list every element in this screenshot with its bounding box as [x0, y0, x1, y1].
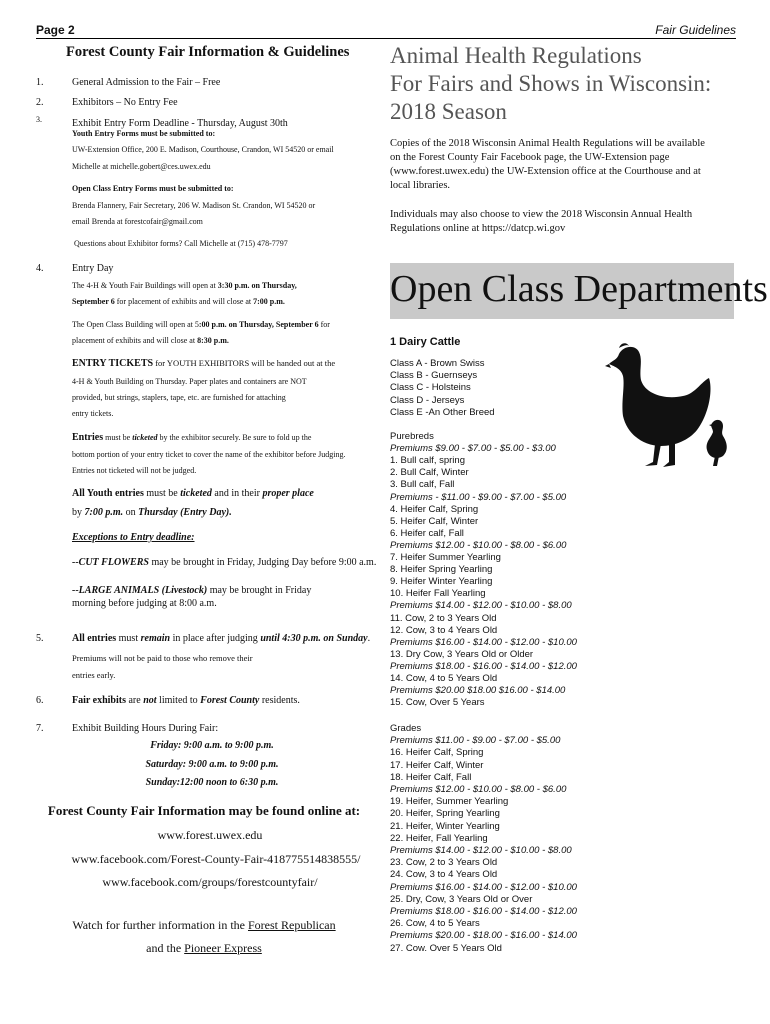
michelle-email: Michelle at michelle.gobert@ces.uwex.edu: [72, 162, 211, 171]
item-remain-line: entries early.: [72, 670, 116, 680]
text-run: are: [125, 695, 144, 706]
link-facebook-group[interactable]: www.facebook.com/groups/forestcountyfair/: [102, 875, 318, 889]
questions-contact: Questions about Exhibitor forms? Call Michelle at (715) 478-7797: [74, 239, 288, 248]
text-run: by the exhibitor securely. Be sure to fold up the: [157, 433, 312, 442]
paragraph-line: Individuals may also choose to view the 2018 Wisconsin Annual Health: [390, 209, 693, 220]
title-line: For Fairs and Shows in Wisconsin:: [390, 71, 712, 96]
text-run: September 6: [72, 297, 115, 306]
text-run: for placement of exhibits and will close at: [114, 297, 254, 306]
header-rule: [36, 38, 736, 39]
entry-tickets-line: entry tickets.: [72, 409, 114, 418]
hours-sunday: Sunday:12:00 noon to 6:30 p.m.: [145, 777, 279, 788]
premium-line: Premiums $18.00 - $16.00 - $14.00 - $12.00: [390, 660, 577, 672]
text-run: in place after judging: [170, 633, 261, 644]
class-line: 17. Heifer Calf, Winter: [390, 759, 484, 771]
item-admission: General Admission to the Fair – Free: [72, 77, 221, 88]
text-run: All Youth entries: [72, 488, 144, 499]
class-line: 7. Heifer Summer Yearling: [390, 552, 501, 563]
premium-line: Premiums $14.00 - $12.00 - $10.00 - $8.00: [390, 600, 572, 612]
class-line: 21. Heifer, Winter Yearling: [390, 820, 500, 832]
paragraph-line: on the Forest County Fair Facebook page, the UW-Extension page: [390, 152, 670, 163]
text-run: Fair exhibits: [72, 695, 126, 706]
watch-info-text: [32, 918, 376, 933]
youth-entries-text: [72, 488, 314, 499]
text-run: ticketed: [180, 488, 212, 499]
item-number: 6.: [36, 695, 44, 706]
class-line: 1. Bull calf, spring: [390, 455, 465, 467]
text-run: 3:30 p.m. on Thursday,: [217, 281, 297, 290]
item-remain-in-place: [72, 633, 370, 644]
item-remain-line: Premiums will not be paid to those who remove their: [72, 653, 253, 663]
class-line: Class A - Brown Swiss: [390, 358, 485, 369]
class-line: 12. Cow, 3 to 4 Years Old: [390, 624, 498, 636]
class-line: 25. Dry, Cow, 3 Years Old or Over: [390, 893, 533, 905]
text-run: must be: [143, 488, 181, 499]
open-class-title: Open Class Departments: [390, 268, 768, 310]
premium-line: Premiums - $11.00 - $9.00 - $7.00 - $5.00: [390, 491, 567, 503]
class-line: Purebreds: [390, 431, 434, 442]
text-run: not: [143, 695, 157, 706]
class-line: 16. Heifer Calf, Spring: [390, 747, 484, 759]
premium-line: Premiums $18.00 - $16.00 - $14.00 - $12.00: [390, 906, 577, 917]
premium-line: Premiums $14.00 - $12.00 - $10.00 - $8.00: [390, 845, 572, 856]
forest-republican-link[interactable]: Forest Republican: [247, 918, 336, 932]
youth-forms-heading: Youth Entry Forms must be submitted to:: [72, 129, 216, 138]
text-run: must: [116, 633, 141, 644]
hours-friday: Friday: 9:00 a.m. to 9:00 p.m.: [150, 740, 274, 751]
class-line: 5. Heifer Calf, Winter: [390, 515, 479, 527]
entries-ticketed-line: Entries not ticketed will not be judged.: [72, 466, 197, 475]
class-line: 11. Cow, 2 to 3 Years Old: [390, 612, 497, 624]
extension-address: UW-Extension Office, 200 E. Madison, Courthouse, Crandon, WI 54520 or email: [72, 145, 334, 154]
premium-line: Premiums $16.00 - $14.00 - $12.00 - $10.00: [390, 636, 577, 648]
class-line: Class C - Holsteins: [390, 382, 471, 394]
open-class-banner: [390, 263, 768, 319]
class-line: 3. Bull calf, Fall: [390, 479, 455, 491]
paragraph-line: (www.forest.uwex.edu) the UW-Extension office at the Courthouse and at: [390, 166, 701, 177]
text-run: ENTRY TICKETS: [72, 358, 154, 369]
premium-line: Premiums $12.00 - $10.00 - $8.00 - $6.00: [390, 539, 567, 551]
class-line: 15. Cow, Over 5 Years: [390, 697, 485, 709]
text-run: may be brought in Friday: [207, 585, 312, 596]
watch-info-text-cont: [32, 941, 376, 956]
class-line: Class E -An Other Breed: [390, 406, 495, 418]
fair-info-column: [36, 40, 380, 1020]
text-run: All entries: [72, 633, 117, 644]
text-run: 7:00 p.m.: [253, 297, 285, 306]
text-run: until 4:30 p.m. on Sunday: [260, 633, 368, 644]
class-line: 18. Heifer Calf, Fall: [390, 771, 472, 783]
class-line: 26. Cow, 4 to 5 Years: [390, 918, 480, 930]
text-run: --LARGE ANIMALS (Livestock): [72, 585, 208, 596]
text-run: must be: [103, 433, 133, 442]
class-line: 22. Heifer, Fall Yearling: [390, 832, 488, 844]
item-number: 1.: [36, 77, 44, 88]
regulations-copies-paragraph: [390, 137, 735, 193]
pioneer-express-link[interactable]: Pioneer Express: [184, 941, 262, 955]
text-run: 7:00 p.m.: [84, 507, 124, 518]
premium-line: Premiums $11.00 - $9.00 - $7.00 - $5.00: [390, 735, 561, 747]
text-run: proper place: [262, 488, 314, 499]
text-run: :00 p.m. on Thursday, September 6: [198, 320, 319, 329]
entry-tickets-line: 4-H & Youth Building on Thursday. Paper plates and containers are NOT: [72, 377, 307, 386]
text-run: for YOUTH EXHIBITORS will be handed out at the: [153, 358, 336, 368]
text-run: for: [318, 320, 330, 329]
class-line: 14. Cow, 4 to 5 Years Old: [390, 673, 498, 684]
premium-line: Premiums $20.00 $18.00 $16.00 - $14.00: [390, 685, 566, 697]
class-line: Class D - Jerseys: [390, 394, 465, 406]
entries-ticketed-text: [72, 432, 311, 443]
text-run: 8:30 p.m.: [197, 336, 229, 345]
entry-tickets-line: provided, but strings, staplers, tape, etc. are furnished for attaching: [72, 393, 286, 402]
exceptions-heading: Exceptions to Entry deadline:: [72, 532, 195, 543]
entry-tickets-text: [72, 358, 335, 369]
class-line: 27. Cow. Over 5 Years Old: [390, 942, 502, 954]
right-column: [390, 40, 768, 1020]
text-run: Thursday (Entry Day).: [138, 507, 232, 518]
youth-building-hours-cont: [72, 297, 285, 306]
cut-flowers-text: [72, 557, 376, 568]
class-line: 4. Heifer Calf, Spring: [390, 503, 479, 515]
link-facebook-page[interactable]: www.facebook.com/Forest-County-Fair-418775514838555/: [71, 852, 361, 866]
item-number: 4.: [36, 263, 44, 274]
item-entry-deadline: Exhibit Entry Form Deadline - Thursday, August 30th: [72, 118, 288, 129]
text-run: Watch for further information in the: [72, 918, 248, 932]
class-line: 13. Dry Cow, 3 Years Old or Older: [390, 648, 534, 660]
large-animals-text: [72, 585, 311, 596]
brenda-email: email Brenda at forestcofair@gmail.com: [72, 217, 203, 226]
item-exhibits-not-limited: [72, 695, 300, 706]
open-class-building-hours-cont: [72, 336, 229, 345]
open-class-forms-heading: Open Class Entry Forms must be submitted to:: [72, 184, 234, 193]
hours-saturday: Saturday: 9:00 a.m. to 9:00 p.m.: [145, 759, 279, 770]
youth-building-hours: [72, 281, 297, 290]
item-number: 2.: [36, 97, 44, 108]
entries-ticketed-line: bottom portion of your entry ticket to cover the name of the exhibitor before Judging.: [72, 450, 346, 459]
class-line: 2. Bull Calf, Winter: [390, 467, 469, 479]
paragraph-line: local libraries.: [390, 180, 451, 191]
item-number: 3.: [36, 115, 42, 124]
text-run: by: [72, 507, 85, 518]
title-line: 2018 Season: [390, 99, 507, 124]
large-animals-line: morning before judging at 8:00 a.m.: [72, 598, 217, 609]
text-run: Forest County: [200, 695, 260, 706]
class-line: 20. Heifer, Spring Yearling: [390, 808, 500, 820]
text-run: The Open Class Building will open at 5: [72, 320, 199, 329]
class-line: Class B - Guernseys: [390, 370, 478, 382]
text-run: --CUT FLOWERS: [72, 557, 149, 568]
premium-line: Premiums $12.00 - $10.00 - $8.00 - $6.00: [390, 784, 567, 795]
youth-entries-line: [72, 507, 232, 518]
text-run: remain: [140, 633, 171, 644]
dept-dairy-cattle: 1 Dairy Cattle: [390, 336, 461, 348]
item-entry-day: Entry Day: [72, 263, 114, 274]
item-number: 5.: [36, 633, 44, 644]
class-line: 24. Cow, 3 to 4 Years Old: [390, 869, 498, 881]
open-class-building-hours: [72, 320, 330, 329]
paragraph-line: Copies of the 2018 Wisconsin Animal Health Regulations will be available: [390, 138, 705, 149]
class-line: Grades: [390, 723, 422, 734]
text-run: and the: [146, 941, 185, 955]
section-name: Fair Guidelines: [655, 23, 736, 37]
class-line: 19. Heifer, Summer Yearling: [390, 796, 509, 808]
text-run: may be brought in Friday, Judging Day before 9:00 a.m.: [148, 557, 377, 568]
secretary-address: Brenda Flannery, Fair Secretary, 206 W. Madison St. Crandon, WI 54520 or: [72, 201, 316, 210]
text-run: on: [123, 507, 139, 518]
premium-line: Premiums $16.00 - $14.00 - $12.00 - $10.00: [390, 881, 577, 893]
item-building-hours: Exhibit Building Hours During Fair:: [72, 723, 219, 734]
text-run: limited to: [156, 695, 201, 706]
link-forest-uwex[interactable]: www.forest.uwex.edu: [157, 828, 263, 842]
text-run: and in their: [211, 488, 263, 499]
item-entry-fee: Exhibitors – No Entry Fee: [72, 97, 178, 108]
class-line: 9. Heifer Winter Yearling: [390, 576, 493, 588]
text-run: residents.: [259, 695, 300, 706]
premium-line: Premiums $20.00 - $18.00 - $16.00 - $14.00: [390, 930, 577, 942]
page-header: [36, 23, 736, 39]
text-run: ticketed: [132, 433, 158, 442]
class-line: 6. Heifer calf, Fall: [390, 527, 464, 539]
premium-line: Premiums $9.00 - $7.00 - $5.00 - $3.00: [390, 443, 556, 455]
fair-info-title: Forest County Fair Information & Guidelines: [66, 44, 350, 60]
regulations-online-paragraph: [390, 208, 735, 236]
text-run: placement of exhibits and will close at: [72, 336, 198, 345]
hen-and-chick-icon: [605, 338, 733, 470]
class-line: 23. Cow, 2 to 3 Years Old: [390, 857, 498, 869]
text-run: The 4-H & Youth Fair Buildings will open at: [72, 281, 218, 290]
item-number: 7.: [36, 723, 44, 734]
class-line: 10. Heifer Fall Yearling: [390, 588, 486, 600]
page-number: Page 2: [36, 23, 75, 37]
title-line: Animal Health Regulations: [390, 43, 642, 68]
animal-health-title: [390, 42, 711, 126]
online-info-heading: Forest County Fair Information may be found online at:: [47, 803, 361, 818]
text-run: .: [367, 633, 371, 644]
paragraph-line: Regulations online at https://datcp.wi.gov: [390, 223, 566, 234]
class-line: 8. Heifer Spring Yearling: [390, 564, 493, 576]
text-run: Entries: [72, 432, 104, 443]
